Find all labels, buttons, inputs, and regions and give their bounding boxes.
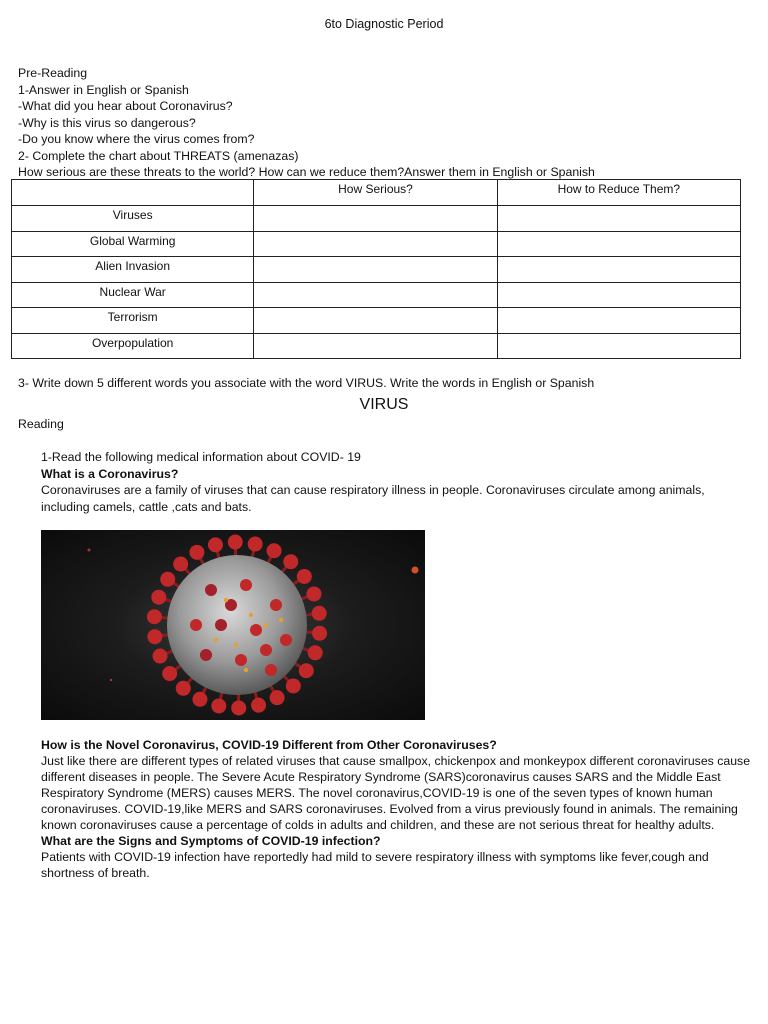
reading-instruction: 1-Read the following medical information about COVID- 19: [41, 450, 361, 464]
table-row: [12, 282, 741, 308]
threat-label: Global Warming: [12, 231, 254, 257]
how-to-reduce-cell[interactable]: [497, 231, 740, 257]
reading-intro: [41, 449, 746, 515]
how-to-reduce-cell[interactable]: [497, 333, 740, 359]
how-serious-cell[interactable]: [254, 206, 497, 232]
question-3: 3- Write down 5 different words you associate with the word VIRUS. Write the words in English or Spanish: [18, 376, 595, 390]
question-how-different: How is the Novel Coronavirus, COVID-19 Different from Other Coronaviruses?: [41, 738, 497, 752]
how-serious-cell[interactable]: [254, 257, 497, 283]
table-header-row: [12, 180, 741, 206]
table-row: [12, 308, 741, 334]
reading-section-2: [41, 737, 753, 881]
reading-heading: Reading: [18, 417, 64, 431]
how-to-reduce-cell[interactable]: [497, 206, 740, 232]
table-row: [12, 231, 741, 257]
pre-reading-section: [18, 65, 748, 181]
question-1-item: -What did you hear about Coronavirus?: [18, 99, 233, 113]
how-to-reduce-cell[interactable]: [497, 282, 740, 308]
how-serious-cell[interactable]: [254, 308, 497, 334]
how-to-reduce-cell[interactable]: [497, 257, 740, 283]
virus-heading: VIRUS: [359, 396, 409, 413]
threat-label: Nuclear War: [12, 282, 254, 308]
paragraph-signs-symptoms: Patients with COVID-19 infection have reportedly had mild to severe respiratory illness with symptoms like fever,cough and shortness of breath.: [41, 850, 709, 880]
page-title: 6to Diagnostic Period: [324, 17, 444, 31]
threat-label: Alien Invasion: [12, 257, 254, 283]
question-2: 2- Complete the chart about THREATS (amenazas): [18, 148, 299, 163]
threat-label: Terrorism: [12, 308, 254, 334]
coronavirus-illustration: [41, 530, 425, 720]
table-header-how-serious: How Serious?: [254, 180, 497, 206]
pre-reading-heading: Pre-Reading: [18, 66, 88, 80]
question-signs-symptoms: What are the Signs and Symptoms of COVID-19 infection?: [41, 834, 381, 848]
paragraph-how-different: Just like there are different types of related viruses that cause smallpox, chickenpox and monkeypox different coronaviruses cause different diseases in people. The Severe Acute Respiratory Syndrome (SARS)coronavirus causes SARS and the Middle East Respiratory Syndrome (MERS) causes MERS. The novel coronavirus,COVID-19 is one of the seven types of known human coronaviruses. COVID-19,like MERS and SARS coronaviruses. Evolved from a virus previously found in animals. The remaining known coronaviruses cause a percentage of colds in adults and children, and these are not serious threat for healthy adults.: [41, 754, 751, 832]
table-header-empty: [12, 180, 254, 206]
question-2-subtitle: How serious are these threats to the world? How can we reduce them?Answer them in English or Spanish: [18, 165, 595, 179]
table-row: [12, 257, 741, 283]
how-to-reduce-cell[interactable]: [497, 308, 740, 334]
threat-label: Overpopulation: [12, 333, 254, 359]
coronavirus-icon: [41, 530, 425, 720]
threat-label: Viruses: [12, 206, 254, 232]
table-header-how-to-reduce: How to Reduce Them?: [497, 180, 740, 206]
threats-table: [11, 179, 741, 359]
question-1: 1-Answer in English or Spanish: [18, 82, 189, 97]
paragraph-what-is-coronavirus: Coronaviruses are a family of viruses that can cause respiratory illness in people. Coronaviruses circulate among animals, including camels, cattle ,cats and bats.: [41, 483, 705, 514]
how-serious-cell[interactable]: [254, 333, 497, 359]
how-serious-cell[interactable]: [254, 282, 497, 308]
question-what-is-coronavirus: What is a Coronavirus?: [41, 466, 179, 481]
question-1-item: -Why is this virus so dangerous?: [18, 115, 196, 130]
table-row: [12, 333, 741, 359]
how-serious-cell[interactable]: [254, 231, 497, 257]
table-row: [12, 206, 741, 232]
question-1-item: -Do you know where the virus comes from?: [18, 132, 255, 146]
